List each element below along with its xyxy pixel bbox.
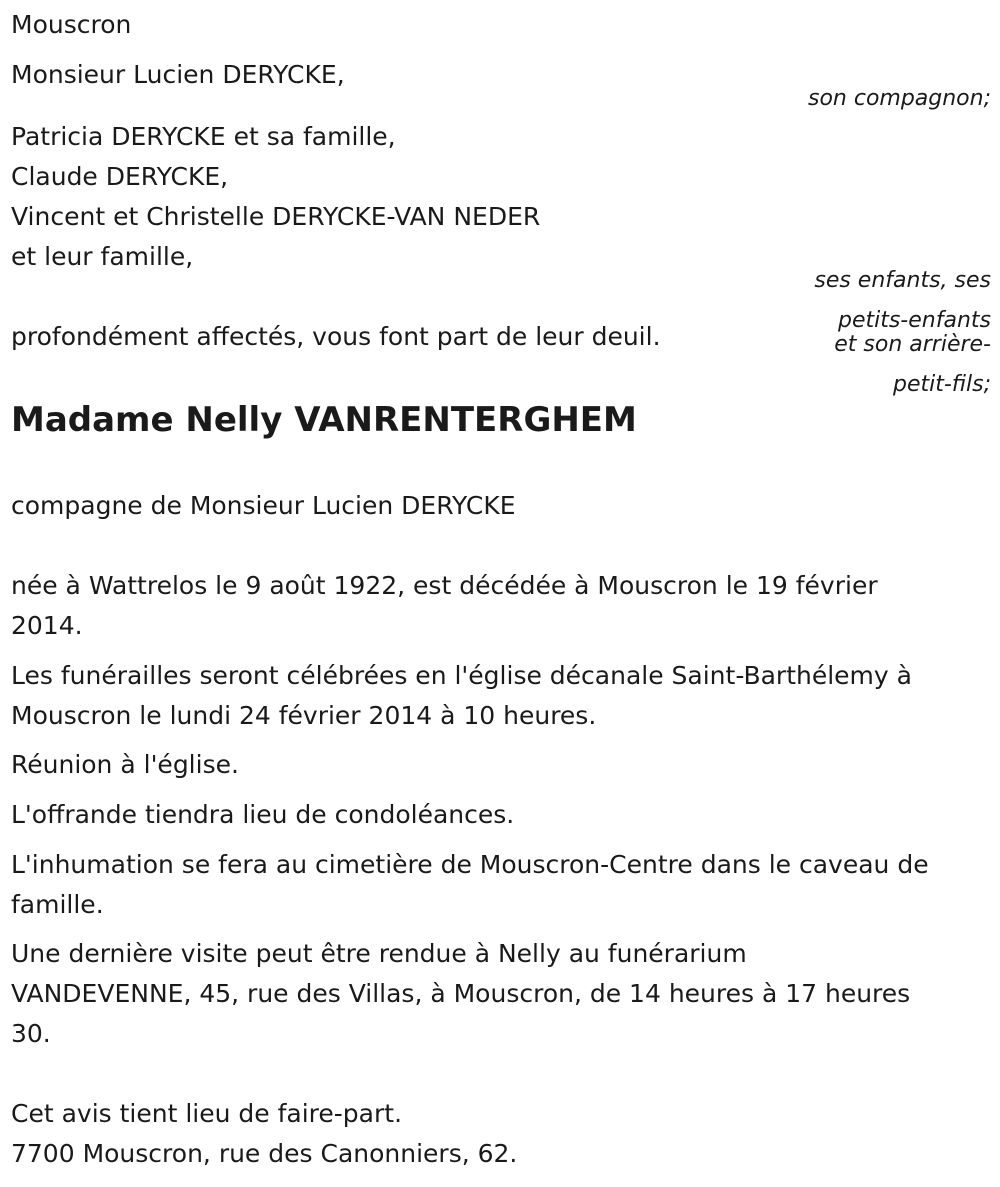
family-role-line-4: petit-fils; [892,372,991,397]
funeral-line-1: Les funérailles seront célébrées en l'église décanale Saint-Barthélemy à [11,661,912,690]
visit-line-2: VANDEVENNE, 45, rue des Villas, à Mouscron, de 14 heures à 17 heures [11,979,911,1008]
family-role-line-2: petits-enfants [837,308,991,333]
companion-line: Monsieur Lucien DERYCKE, [11,60,345,89]
birth-death-line-2: 2014. [11,611,83,640]
visit-line-3: 30. [11,1019,51,1048]
family-role-line-3: et son arrière- [834,332,991,357]
family-line-1: Patricia DERYCKE et sa famille, [11,122,396,151]
relation-line: compagne de Monsieur Lucien DERYCKE [11,491,516,520]
burial-line-1: L'inhumation se fera au cimetière de Mouscron-Centre dans le caveau de [11,850,929,879]
offering-line: L'offrande tiendra lieu de condoléances. [11,800,515,829]
funeral-line-2: Mouscron le lundi 24 février 2014 à 10 heures. [11,701,597,730]
family-line-2: Claude DERYCKE, [11,162,229,191]
announcement-line: profondément affectés, vous font part de leur deuil. [11,322,661,351]
visit-line-1: Une dernière visite peut être rendue à Nelly au funérarium [11,939,747,968]
closing-line: Cet avis tient lieu de faire-part. [11,1099,403,1128]
meeting-line: Réunion à l'église. [11,750,239,779]
address-line: 7700 Mouscron, rue des Canonniers, 62. [11,1139,518,1168]
family-role-line-1: ses enfants, ses [814,268,991,293]
family-line-3: Vincent et Christelle DERYCKE-VAN NEDER [11,202,541,231]
companion-role: son compagnon; [807,86,991,111]
family-line-4: et leur famille, [11,242,194,271]
city-heading: Mouscron [11,10,132,39]
birth-death-line-1: née à Wattrelos le 9 août 1922, est décédée à Mouscron le 19 février [11,571,878,600]
burial-line-2: famille. [11,890,104,919]
deceased-name: Madame Nelly VANRENTERGHEM [11,400,637,440]
